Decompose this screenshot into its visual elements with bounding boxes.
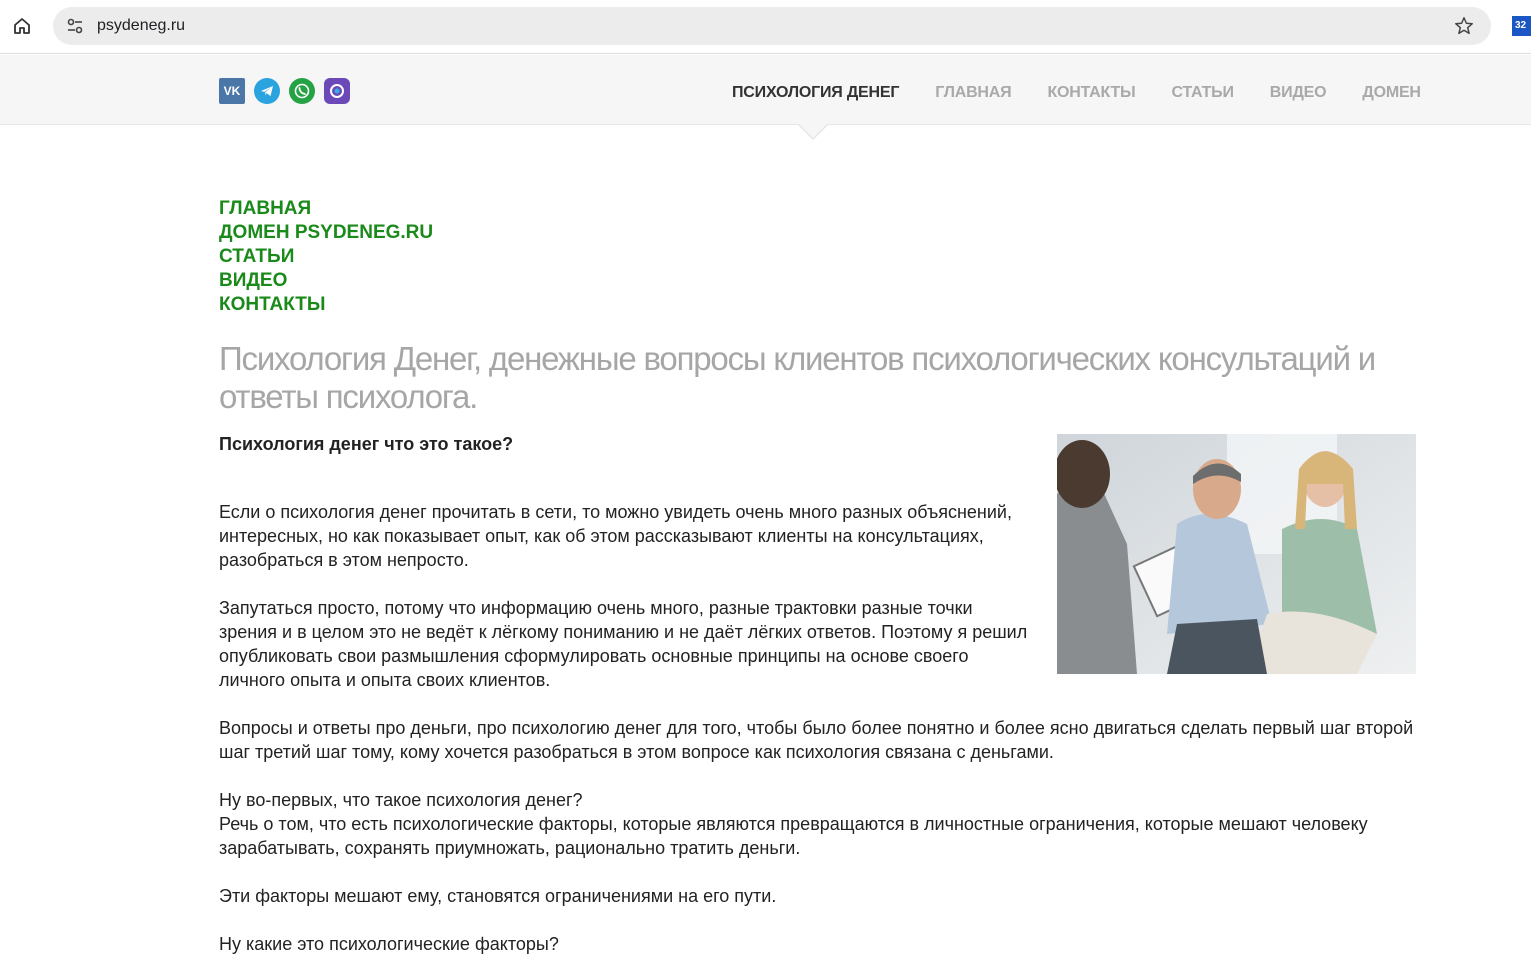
nav-articles[interactable]: СТАТЬИ [1171,84,1234,101]
content-menu [219,197,433,317]
browser-toolbar [0,0,1531,54]
nav-video[interactable]: ВИДЕО [1269,84,1327,101]
paragraph: Вопросы и ответы про деньги, про психологию денег для того, чтобы было более понятно и более ясно двигаться сделать первый шаг второй шаг третий шаг тому, кому хочется разобраться в этом вопросе как психология связана с деньгами. [219,718,1414,762]
nav-domain[interactable]: ДОМЕН [1362,84,1421,101]
viber-icon[interactable] [324,78,350,104]
site-info-icon[interactable] [65,16,85,36]
paragraph: Ну какие это психологические факторы? [219,934,559,954]
nav-home[interactable]: ГЛАВНАЯ [935,84,1012,101]
home-button[interactable] [8,12,36,40]
menu-link-contacts[interactable]: КОНТАКТЫ [219,294,326,315]
paragraph: Эти факторы мешают ему, становятся ограничениями на его пути. [219,886,777,906]
menu-link-articles[interactable]: СТАТЬИ [219,246,295,267]
vk-icon[interactable]: VK [219,78,245,104]
social-links [219,78,350,104]
url-text[interactable]: psydeneg.ru [97,17,186,34]
page-title: Психология Денег, денежные вопросы клиентов психологических консультаций и ответы психолога. [219,340,1376,415]
home-icon [12,16,32,36]
active-nav-pointer [799,124,827,138]
extension-icon[interactable]: 32 [1512,16,1531,36]
consultation-photo [1057,434,1416,674]
paragraph: Запутаться просто, потому что информацию очень много, разные трактовки разные точки зрения и в целом это не ведёт к лёгкому пониманию и не даёт лёгких ответов. Поэтому я решил опубликовать свои размышления сформулировать основные принципы на основе своего личного опыта и опыта своих клиентов. [219,598,1028,690]
site-header [0,55,1531,125]
nav-psychology-money[interactable]: ПСИХОЛОГИЯ ДЕНЕГ [732,84,900,101]
paragraph: Если о психология денег прочитать в сети, то можно увидеть очень много разных объяснений, интересных, но как показывает опыт, как об этом рассказывают клиенты на консультациях, разобраться в этом непросто. [219,502,1012,570]
paragraph: Ну во-первых, что такое психология денег? [219,790,583,810]
menu-link-domain[interactable]: ДОМЕН PSYDENEG.RU [219,222,434,243]
address-bar[interactable] [53,7,1491,45]
telegram-icon[interactable] [254,78,280,104]
bookmark-star-icon[interactable] [1453,15,1475,37]
nav-contacts[interactable]: КОНТАКТЫ [1047,84,1136,101]
menu-link-home[interactable]: ГЛАВНАЯ [219,198,312,219]
article-lead: Психология денег что это такое? [219,434,514,454]
menu-link-video[interactable]: ВИДЕО [219,270,288,291]
paragraph: Речь о том, что есть психологические факторы, которые являются превращаются в личностные ограничения, которые мешают человеку зарабатывать, сохранять приумножать, рационально тратить деньги. [219,814,1368,858]
whatsapp-icon[interactable] [289,78,315,104]
top-navigation [732,84,1421,102]
